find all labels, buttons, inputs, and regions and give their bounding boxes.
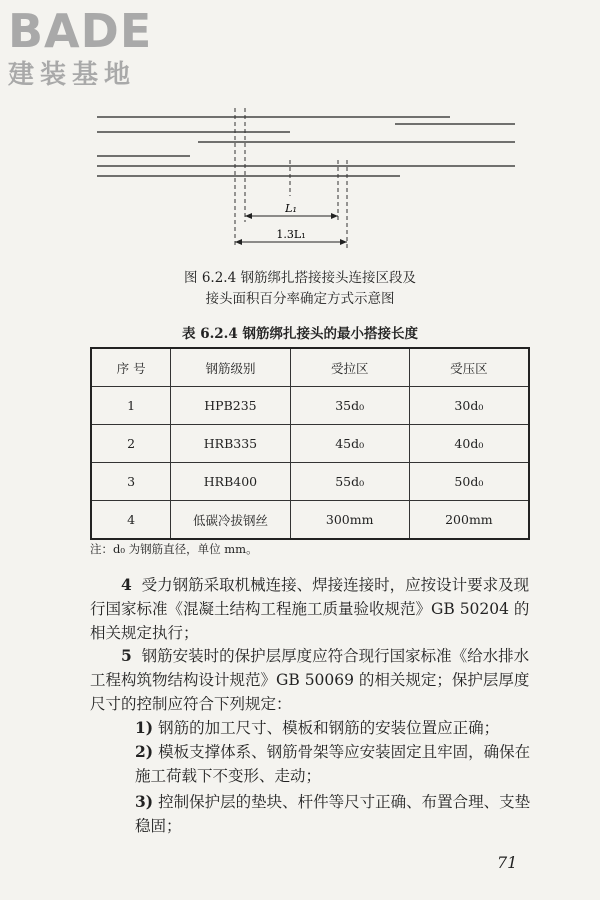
table-cell: HRB400: [171, 463, 290, 501]
list-item: [135, 740, 535, 788]
table-note: 注：d₀ 为钢筋直径，单位 mm。: [90, 542, 258, 556]
table-cell: HPB235: [171, 387, 290, 425]
lap-splice-diagram: [0, 100, 600, 250]
paragraph-number: 4: [121, 575, 132, 594]
table-row: [91, 425, 529, 463]
table-cell: 3: [91, 463, 171, 501]
table-cell: 200mm: [409, 501, 529, 540]
table-row: [91, 501, 529, 540]
paragraph-text: 受力钢筋采取机械连接、焊接连接时，应按设计要求及现行国家标准《混凝土结构工程施工质量验收规范》GB 50204 的相关规定执行；: [90, 576, 530, 642]
figure-caption-line1: 图 6.2.4 钢筋绑扎搭接接头连接区段及: [184, 270, 416, 286]
logo: [8, 6, 152, 90]
table-cell: 55d₀: [290, 463, 409, 501]
paragraph-4: [90, 573, 530, 645]
page-number: 71: [497, 853, 518, 872]
logo-subtitle: 建装基地: [8, 60, 137, 90]
table-row: [91, 387, 529, 425]
dimension-label-13l1: 1.3L₁: [276, 228, 306, 241]
list-item: [135, 716, 535, 740]
table-cell: 低碳冷拔钢丝: [171, 501, 290, 540]
logo-wordmark: BADE: [8, 4, 153, 58]
list-item-number: 1): [135, 718, 154, 737]
table-header-cell: 受压区: [409, 348, 529, 387]
table-cell: 35d₀: [290, 387, 409, 425]
table-cell: 4: [91, 501, 171, 540]
paragraph-number: 5: [121, 646, 132, 665]
table-cell: 30d₀: [409, 387, 529, 425]
table-header-cell: 序 号: [91, 348, 171, 387]
list-item-text: 模板支撑体系、钢筋骨架等应安装固定且牢固，确保在施工荷载下不变形、走动；: [135, 743, 531, 785]
list-item-number: 2): [135, 742, 154, 761]
list-item: [135, 790, 535, 838]
table-title: 表 6.2.4 钢筋绑扎接头的最小搭接长度: [182, 326, 418, 342]
table-cell: 50d₀: [409, 463, 529, 501]
list-item-text: 钢筋的加工尺寸、模板和钢筋的安装位置应正确；: [158, 719, 500, 737]
table-cell: 300mm: [290, 501, 409, 540]
table-header-row: [91, 348, 529, 387]
list-item-number: 3): [135, 792, 154, 811]
table-cell: 1: [91, 387, 171, 425]
paragraph-5: [90, 644, 530, 716]
list-item-text: 控制保护层的垫块、杆件等尺寸正确、布置合理、支垫稳固；: [135, 793, 531, 835]
table-header-cell: 受拉区: [290, 348, 409, 387]
figure-caption-line2: 接头面积百分率确定方式示意图: [205, 291, 395, 307]
table-row: [91, 463, 529, 501]
paragraph-text: 钢筋安装时的保护层厚度应符合现行国家标准《给水排水工程构筑物结构设计规范》GB 50069 的相关规定；保护层厚度尺寸的控制应符合下列规定：: [90, 647, 530, 713]
table-cell: HRB335: [171, 425, 290, 463]
table-cell: 45d₀: [290, 425, 409, 463]
table-cell: 2: [91, 425, 171, 463]
dimension-label-l1: L₁: [285, 202, 297, 215]
table-cell: 40d₀: [409, 425, 529, 463]
lap-length-table: [90, 347, 530, 540]
table-header-cell: 钢筋级别: [171, 348, 290, 387]
